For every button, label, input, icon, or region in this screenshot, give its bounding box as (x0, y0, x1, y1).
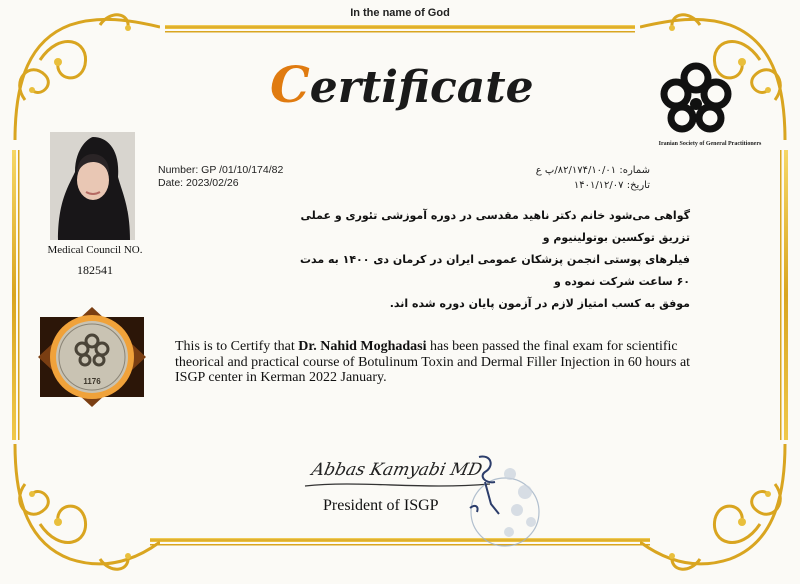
certificate-title-initial: C (270, 55, 310, 114)
seal-number: 1176 (83, 377, 101, 386)
stamp-mark-icon (465, 452, 545, 562)
english-text-suffix: has been passed the final exam for scientific theorical and practical course of Botulinum Toxin and Dermal Filler Injection in 60 hours at ISGP center in Kerman 2022 January. (175, 339, 691, 385)
reference-number-fa: شماره: ۸۲/۱۷۴/۱۰/۰۱/پ ع (535, 165, 650, 176)
medical-council-number: 182541 (77, 263, 113, 277)
recipient-name: Dr. Nahid Moghadasi (298, 339, 427, 354)
medical-council-label: Medical Council NO. (47, 244, 143, 256)
recipient-portrait-icon (50, 132, 135, 240)
reference-number-en: Number: GP /01/10/174/82 (158, 164, 284, 176)
certificate-title-rest: ertificate (309, 62, 534, 113)
gold-seal-emblem (28, 303, 156, 411)
english-text-prefix: This is to Certify that (175, 339, 299, 354)
corner-ornament-bottom-left (0, 434, 160, 584)
organization-name: Iranian Society of General Practitioners (658, 141, 762, 147)
recipient-photo (50, 132, 135, 240)
corner-ornament-bottom-right (640, 434, 800, 584)
president-title: President of ISGP (323, 497, 439, 514)
persian-certification-text (290, 205, 690, 315)
president-signature: Abbas Kamyabi MD (309, 460, 484, 480)
corner-ornament-top-left (0, 0, 160, 150)
persian-line-3: موفق به کسب امتیاز لازم در آزمون پایان دوره شده اند. (389, 297, 690, 310)
persian-line-1: گواهی می‌شود خانم دکتر ناهید مقدسی در دوره آموزشی تئوری و عملی تزریق توکسین بوتولینیوم و (300, 209, 690, 244)
header-title: In the name of God (350, 7, 450, 19)
certificate-title (270, 55, 534, 114)
organization-logo-icon (652, 60, 740, 140)
reference-date-en: Date: 2023/02/26 (158, 177, 239, 189)
persian-line-2: فیلرهای پوستی انجمن پزشکان عمومی ایران در کرمان دی ۱۴۰۰ به مدت ۶۰ ساعت شرکت نموده و (299, 253, 690, 288)
reference-date-fa: تاریخ: ۱۴۰۱/۱۲/۰۷ (573, 180, 650, 191)
english-certification-text (175, 339, 715, 386)
